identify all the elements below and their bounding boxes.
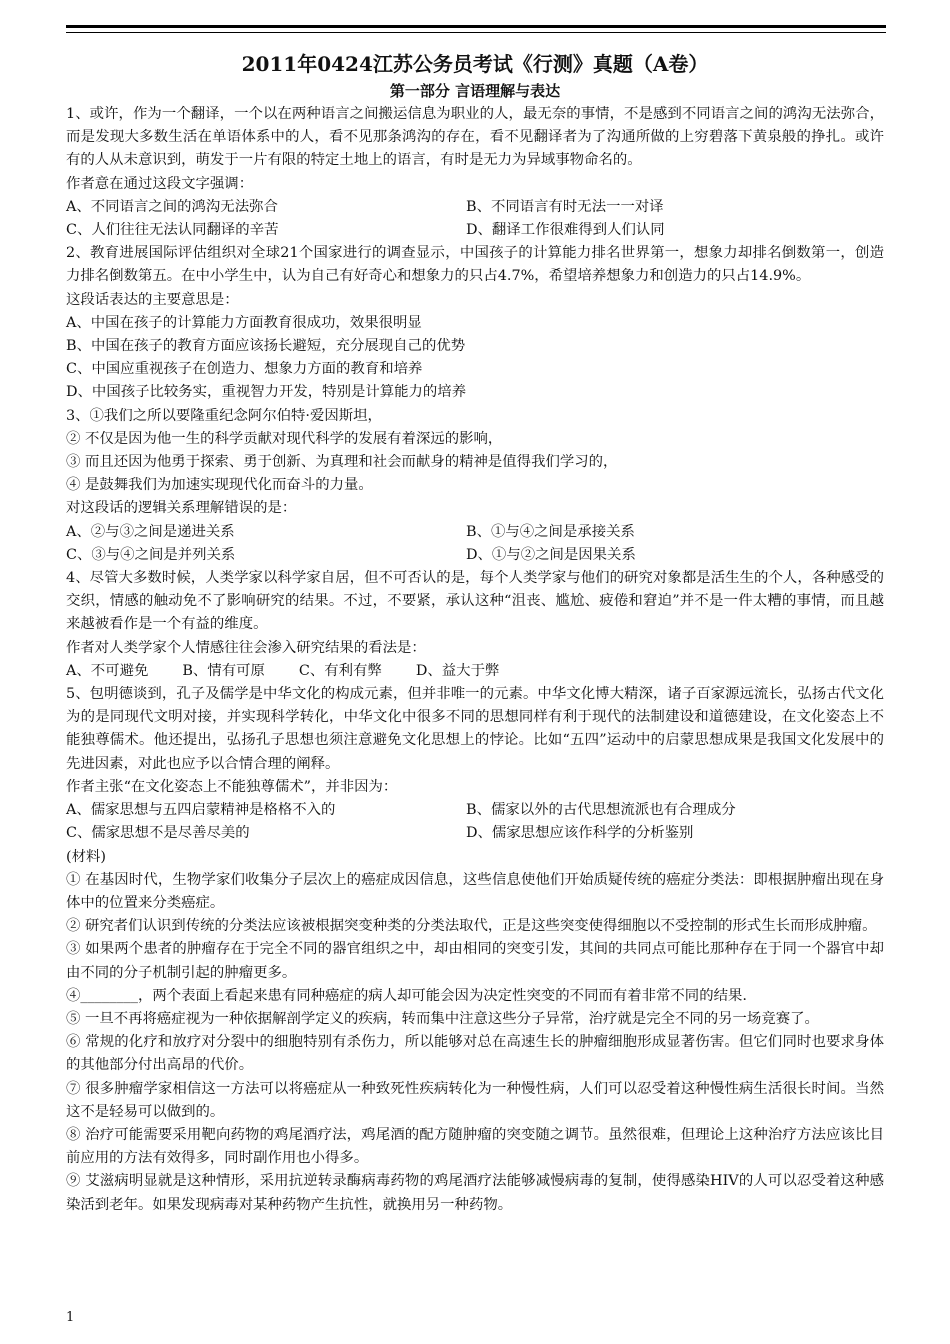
question-3-sentence-2: ② 不仅是因为他一生的科学贡献对现代科学的发展有着深远的影响， <box>66 430 503 447</box>
option-d: D、①与②之间是因果关系 <box>466 546 636 563</box>
question-4-text: 4、尽管大多数时候，人类学家以科学家自居，但不可否认的是，每个人类学家与他们的研究对象都是活生生的个人，各种感受的交织，情感的触动免不了影响研究的结果。不过，不要紧，承认这种“沮丧、尴尬、疲倦和窘迫”并不是一件太糟的事情，而且越来越被看作是一个有益的维度。 <box>66 570 884 633</box>
option-a: A、不同语言之间的鸿沟无法弥合 <box>66 198 278 215</box>
option-a: A、中国在孩子的计算能力方面教育很成功，效果很明显 <box>66 314 422 331</box>
option-c: C、儒家思想不是尽善尽美的 <box>66 825 250 842</box>
option-d: D、儒家思想应该作科学的分析鉴别 <box>466 825 694 842</box>
question-4-prompt: 作者对人类学家个人情感往往会渗入研究结果的看法是： <box>66 639 426 656</box>
material-paragraph-8: ⑧ 治疗可能需要采用靶向药物的鸡尾酒疗法，鸡尾酒的配方随肿瘤的突变随之调节。虽然很难，但理论上这种治疗方法应该比目前应用的方法有效得多，同时副作用也小得多。 <box>66 1126 884 1167</box>
material-paragraph-6: ⑥ 常规的化疗和放疗对分裂中的细胞特别有杀伤力，所以能够对总在高速生长的肿瘤细胞形成显著伤害。但它们同时也要求身体的其他部分付出高昂的代价。 <box>66 1034 884 1074</box>
option-d: D、翻译工作很难得到人们认同 <box>466 222 665 239</box>
question-3-options-row-1 <box>66 521 884 544</box>
option-d: D、中国孩子比较务实，重视智力开发，特别是计算能力的培养 <box>66 384 467 401</box>
material-paragraph-7: ⑦ 很多肿瘤学家相信这一方法可以将癌症从一种致死性疾病转化为一种慢性病，人们可以忍受着这种慢性病生活很长时间。当然这不是轻易可以做到的。 <box>66 1080 884 1120</box>
question-1-text: 1、或许，作为一个翻译，一个以在两种语言之间搬运信息为职业的人，最无奈的事情，不是感到不同语言之间的鸿沟无法弥合，而是发现大多数生活在单语体系中的人，看不见那条鸿沟的存在，看不见翻译者为了沟通所做的上穷碧落下黄泉般的挣扎。或许有的人从未意识到，萌发于一片有限的特定土地上的语言，有时是无力为异域事物命名的。 <box>66 106 884 169</box>
page-title: 2011年0424江苏公务员考试《行测》真题（A卷） <box>241 52 709 76</box>
question-5-prompt: 作者主张“在文化姿态上不能独尊儒术”，并非因为： <box>66 778 398 795</box>
option-c: C、人们往往无法认同翻译的辛苦 <box>66 222 279 239</box>
question-1-options-row-2 <box>66 219 884 242</box>
question-3-sentence-1: 3、①我们之所以要隆重纪念阿尔伯特·爱因斯坦， <box>66 407 382 424</box>
option-c: C、③与④之间是并列关系 <box>66 546 236 563</box>
option-d: D、益大于弊 <box>415 662 500 679</box>
option-b: B、儒家以外的古代思想流派也有合理成分 <box>466 802 736 819</box>
document-body <box>66 103 884 1217</box>
question-5-options-row-1 <box>66 799 884 822</box>
option-b: B、情有可原 <box>182 662 265 679</box>
section-heading: 第一部分 言语理解与表达 <box>389 82 561 100</box>
header-rule-thin <box>66 32 886 33</box>
material-paragraph-2: ② 研究者们认识到传统的分类法应该被根据突变种类的分类法取代，正是这些突变使得细胞以不受控制的形式生长而形成肿瘤。 <box>66 918 877 935</box>
option-b: B、中国在孩子的教育方面应该扬长避短，充分展现自己的优势 <box>66 338 466 355</box>
question-4-options <box>66 660 884 683</box>
material-label: (材料) <box>66 848 107 865</box>
option-b: B、①与④之间是承接关系 <box>466 523 635 540</box>
material-paragraph-4: ④________，两个表面上看起来患有同种癌症的病人却可能会因为决定性突变的不同而有着非常不同的结果. <box>66 987 747 1004</box>
option-a: A、②与③之间是递进关系 <box>66 523 235 540</box>
question-3-options-row-2 <box>66 544 884 567</box>
question-2-text: 2、教育进展国际评估组织对全球21个国家进行的调查显示，中国孩子的计算能力排名世界第一，想象力却排名倒数第一，创造力排名倒数第五。在中小学生中，认为自己有好奇心和想象力的只占4.7%，希望培养想象力和创造力的只占14.9%。 <box>66 245 884 285</box>
option-c: C、中国应重视孩子在创造力、想象力方面的教育和培养 <box>66 361 423 378</box>
material-paragraph-3: ③ 如果两个患者的肿瘤存在于完全不同的器官组织之中，却由相同的突变引发，其间的共同点可能比那种存在于同一个器官中却由不同的分子机制引起的肿瘤更多。 <box>66 941 884 981</box>
header-rule-thick <box>66 25 886 28</box>
material-paragraph-9: ⑨ 艾滋病明显就是这种情形，采用抗逆转录酶病毒药物的鸡尾酒疗法能够减慢病毒的复制，使得感染HIV的人可以忍受着这种感染活到老年。如果发现病毒对某种药物产生抗性，就换用另一种药物。 <box>66 1173 884 1213</box>
question-5-text: 5、包明德谈到，孔子及儒学是中华文化的构成元素，但并非唯一的元素。中华文化博大精深，诸子百家源远流长，弘扬古代文化为的是同现代文明对接，并实现科学转化，中华文化中很多不同的思想同样有利于现代的法制建设和道德建设，在文化姿态上不能独尊儒术。他还提出，弘扬孔子思想也须注意避免文化思想上的悖论。比如“五四”运动中的启蒙思想成果是我国文化发展中的先进因素，对此也应予以合情合理的阐释。 <box>66 686 884 772</box>
option-a: A、儒家思想与五四启蒙精神是格格不入的 <box>66 802 336 819</box>
question-5-options-row-2 <box>66 822 884 845</box>
page-number: 1 <box>66 1310 75 1325</box>
option-a: A、不可避免 <box>66 662 149 679</box>
question-1-prompt: 作者意在通过这段文字强调： <box>66 175 254 192</box>
question-1-options-row-1 <box>66 196 884 219</box>
question-3-sentence-3: ③ 而且还因为他勇于探索、勇于创新、为真理和社会而献身的精神是值得我们学习的， <box>66 454 618 471</box>
question-3-sentence-4: ④ 是鼓舞我们为加速实现现代化而奋斗的力量。 <box>66 477 373 494</box>
option-b: B、不同语言有时无法一一对译 <box>466 198 664 215</box>
material-paragraph-5: ⑤ 一旦不再将癌症视为一种依据解剖学定义的疾病，转而集中注意这些分子异常，治疗就是完全不同的另一场竞赛了。 <box>66 1010 819 1027</box>
material-paragraph-1: ① 在基因时代，生物学家们收集分子层次上的癌症成因信息，这些信息使他们开始质疑传统的癌症分类法：即根据肿瘤出现在身体中的位置来分类癌症。 <box>66 871 884 911</box>
question-2-prompt: 这段话表达的主要意思是： <box>66 291 239 308</box>
option-c: C、有利有弊 <box>298 662 382 679</box>
question-3-prompt: 对这段话的逻辑关系理解错误的是： <box>66 500 297 517</box>
